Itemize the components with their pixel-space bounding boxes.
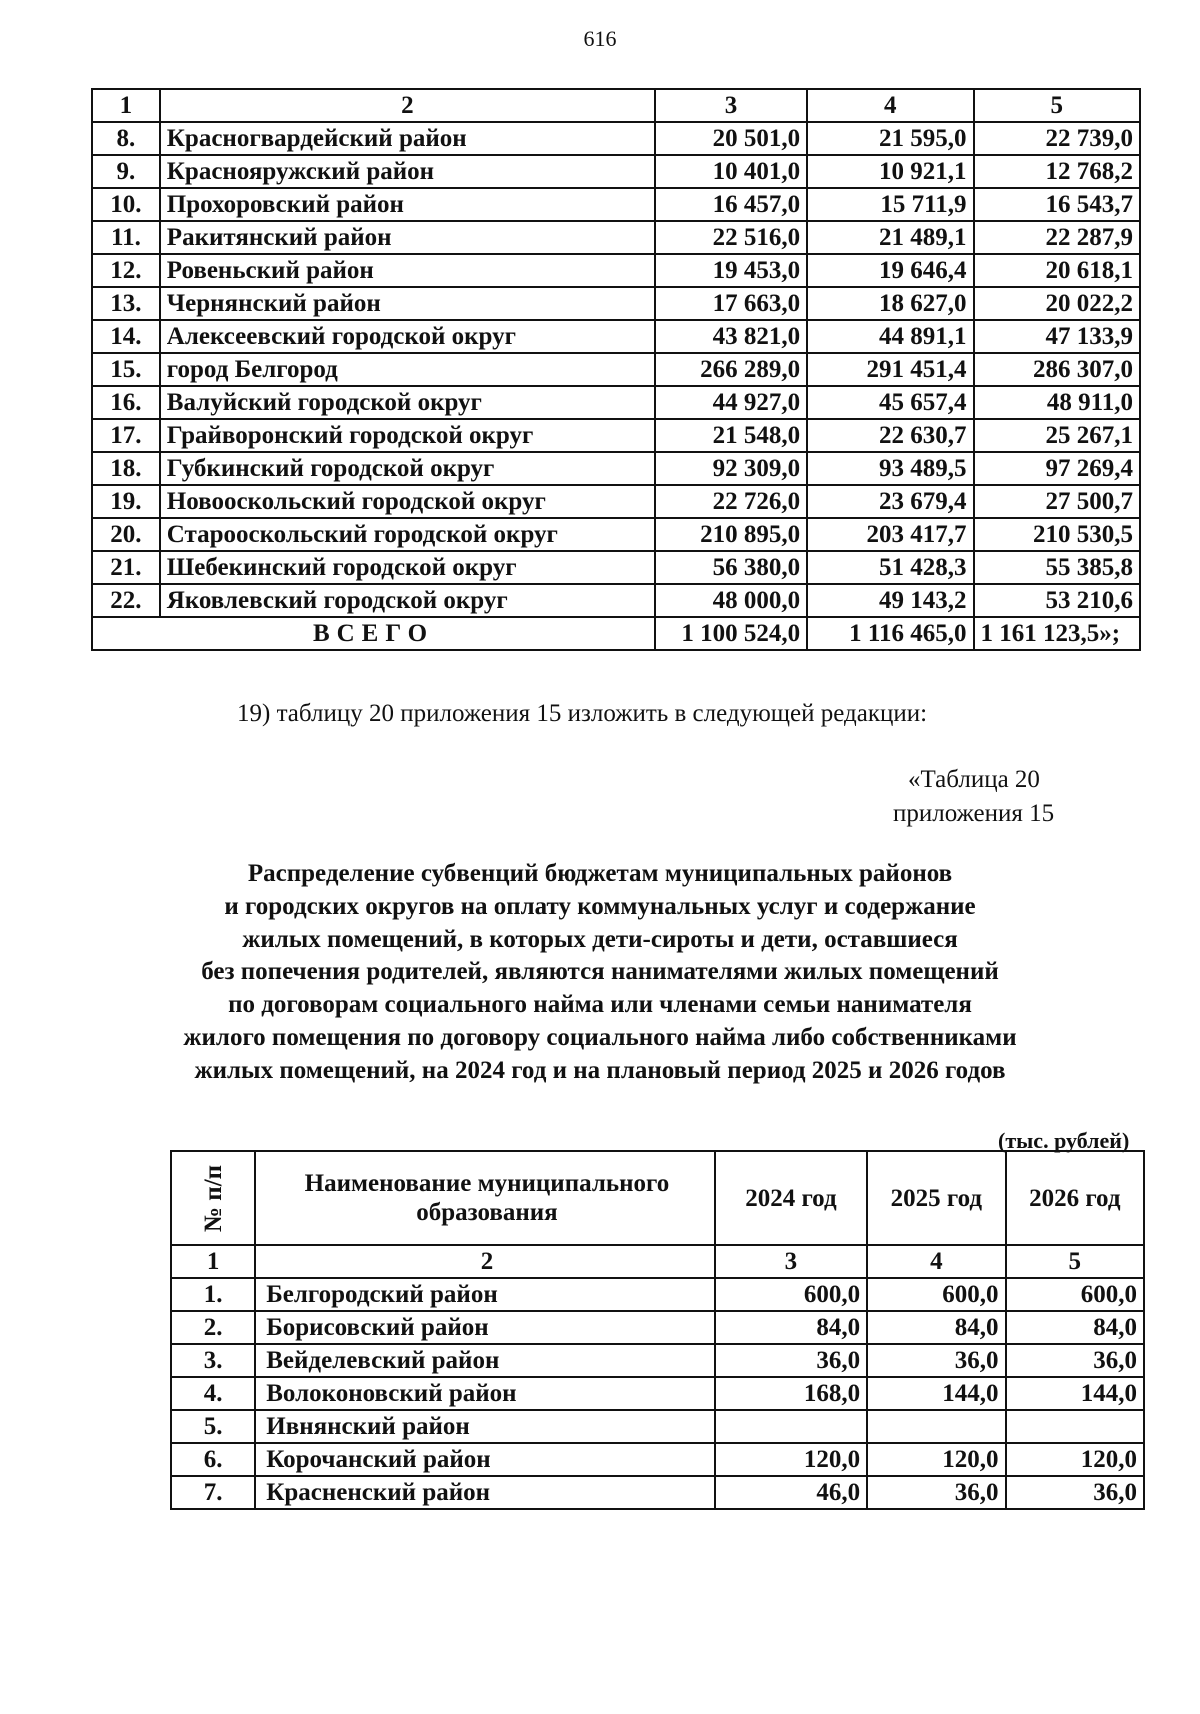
head-name: Наименование муниципального образования xyxy=(255,1151,714,1245)
row-number: 3. xyxy=(171,1344,255,1377)
table-row xyxy=(92,551,1140,584)
row-number: 2. xyxy=(171,1311,255,1344)
page-number: 616 xyxy=(583,26,617,51)
total-col-3: 1 100 524,0 xyxy=(655,617,807,650)
row-number: 18. xyxy=(92,452,160,485)
col-num-5: 5 xyxy=(1006,1245,1144,1278)
document-title xyxy=(100,858,1100,1088)
table-head-row xyxy=(171,1151,1144,1245)
total-col-4: 1 116 465,0 xyxy=(807,617,973,650)
value-col-5: 16 543,7 xyxy=(974,188,1140,221)
value-2026: 36,0 xyxy=(1006,1344,1144,1377)
value-col-5: 20 022,2 xyxy=(974,287,1140,320)
value-2024: 46,0 xyxy=(715,1476,867,1509)
value-col-4: 21 489,1 xyxy=(807,221,973,254)
municipality-name: Краснояружский район xyxy=(160,155,655,188)
row-number: 10. xyxy=(92,188,160,221)
row-number: 5. xyxy=(171,1410,255,1443)
value-2024: 36,0 xyxy=(715,1344,867,1377)
value-2026: 36,0 xyxy=(1006,1476,1144,1509)
row-number: 12. xyxy=(92,254,160,287)
value-col-5: 47 133,9 xyxy=(974,320,1140,353)
row-number: 4. xyxy=(171,1377,255,1410)
value-2026: 144,0 xyxy=(1006,1377,1144,1410)
value-col-4: 18 627,0 xyxy=(807,287,973,320)
value-col-5: 22 287,9 xyxy=(974,221,1140,254)
municipality-name: Ровеньский район xyxy=(160,254,655,287)
value-col-5: 53 210,6 xyxy=(974,584,1140,617)
col-num-5: 5 xyxy=(974,89,1140,122)
value-col-3: 43 821,0 xyxy=(655,320,807,353)
value-2024: 84,0 xyxy=(715,1311,867,1344)
value-col-3: 16 457,0 xyxy=(655,188,807,221)
value-col-5: 210 530,5 xyxy=(974,518,1140,551)
col-num-1: 1 xyxy=(171,1245,255,1278)
value-col-5: 286 307,0 xyxy=(974,353,1140,386)
table-row xyxy=(171,1377,1144,1410)
municipality-name: Губкинский городской округ xyxy=(160,452,655,485)
value-col-3: 10 401,0 xyxy=(655,155,807,188)
municipality-name: Волоконовский район xyxy=(255,1377,714,1410)
head-year-2024: 2024 год xyxy=(715,1151,867,1245)
head-year-2026: 2026 год xyxy=(1006,1151,1144,1245)
amendment-paragraph: 19) таблицу 20 приложения 15 изложить в следующей редакции: xyxy=(237,700,928,727)
table-row xyxy=(92,419,1140,452)
value-col-3: 22 726,0 xyxy=(655,485,807,518)
value-col-5: 20 618,1 xyxy=(974,254,1140,287)
value-col-3: 17 663,0 xyxy=(655,287,807,320)
value-col-4: 51 428,3 xyxy=(807,551,973,584)
municipality-name: Чернянский район xyxy=(160,287,655,320)
table-row xyxy=(171,1443,1144,1476)
value-2025: 144,0 xyxy=(867,1377,1005,1410)
row-number: 21. xyxy=(92,551,160,584)
value-2026: 600,0 xyxy=(1006,1278,1144,1311)
value-col-3: 92 309,0 xyxy=(655,452,807,485)
row-number: 20. xyxy=(92,518,160,551)
row-number: 9. xyxy=(92,155,160,188)
municipality-name: Валуйский городской округ xyxy=(160,386,655,419)
table-row xyxy=(92,320,1140,353)
col-num-3: 3 xyxy=(655,89,807,122)
value-col-5: 48 911,0 xyxy=(974,386,1140,419)
value-col-4: 15 711,9 xyxy=(807,188,973,221)
value-2025: 84,0 xyxy=(867,1311,1005,1344)
value-col-4: 45 657,4 xyxy=(807,386,973,419)
value-col-4: 291 451,4 xyxy=(807,353,973,386)
title-line: и городских округов на оплату коммунальных услуг и содержание xyxy=(224,892,976,920)
table-row xyxy=(92,386,1140,419)
table-row xyxy=(92,353,1140,386)
value-2025 xyxy=(867,1410,1005,1443)
value-col-4: 23 679,4 xyxy=(807,485,973,518)
table-caption-line1: «Таблица 20 xyxy=(908,766,1040,793)
value-2025: 120,0 xyxy=(867,1443,1005,1476)
table-row xyxy=(92,221,1140,254)
row-number: 7. xyxy=(171,1476,255,1509)
municipality-name: Алексеевский городской округ xyxy=(160,320,655,353)
table-caption-line2: приложения 15 xyxy=(893,800,1055,827)
total-row xyxy=(92,617,1140,650)
total-col-5: 1 161 123,5»; xyxy=(974,617,1140,650)
value-2024: 120,0 xyxy=(715,1443,867,1476)
value-col-3: 56 380,0 xyxy=(655,551,807,584)
table-row xyxy=(171,1410,1144,1443)
table-row xyxy=(171,1278,1144,1311)
table-row xyxy=(92,122,1140,155)
title-line: жилых помещений, на 2024 год и на плановый период 2025 и 2026 годов xyxy=(194,1056,1006,1084)
municipality-name: Вейделевский район xyxy=(255,1344,714,1377)
value-col-4: 10 921,1 xyxy=(807,155,973,188)
value-2024 xyxy=(715,1410,867,1443)
value-col-4: 19 646,4 xyxy=(807,254,973,287)
table-row xyxy=(92,452,1140,485)
municipality-name: город Белгород xyxy=(160,353,655,386)
municipality-name: Белгородский район xyxy=(255,1278,714,1311)
municipality-name: Борисовский район xyxy=(255,1311,714,1344)
value-col-3: 19 453,0 xyxy=(655,254,807,287)
table-row xyxy=(171,1311,1144,1344)
table-row xyxy=(171,1344,1144,1377)
row-number: 14. xyxy=(92,320,160,353)
table-row xyxy=(92,485,1140,518)
municipality-name: Яковлевский городской округ xyxy=(160,584,655,617)
table-row xyxy=(92,254,1140,287)
value-col-4: 93 489,5 xyxy=(807,452,973,485)
subvention-table xyxy=(170,1150,1145,1510)
row-number: 17. xyxy=(92,419,160,452)
col-num-2: 2 xyxy=(255,1245,714,1278)
value-col-3: 266 289,0 xyxy=(655,353,807,386)
value-2025: 36,0 xyxy=(867,1344,1005,1377)
municipality-name: Грайворонский городской округ xyxy=(160,419,655,452)
municipality-name: Красненский район xyxy=(255,1476,714,1509)
value-col-4: 22 630,7 xyxy=(807,419,973,452)
value-col-3: 44 927,0 xyxy=(655,386,807,419)
value-col-3: 20 501,0 xyxy=(655,122,807,155)
municipality-name: Старооскольский городской округ xyxy=(160,518,655,551)
value-col-5: 27 500,7 xyxy=(974,485,1140,518)
col-num-4: 4 xyxy=(867,1245,1005,1278)
municipality-name: Новооскольский городской округ xyxy=(160,485,655,518)
table-row xyxy=(92,287,1140,320)
title-line: жилого помещения по договору социального найма либо собственниками xyxy=(183,1023,1017,1051)
table-row xyxy=(92,188,1140,221)
col-num-4: 4 xyxy=(807,89,973,122)
value-col-5: 55 385,8 xyxy=(974,551,1140,584)
budget-table-continued xyxy=(91,88,1141,651)
value-col-3: 210 895,0 xyxy=(655,518,807,551)
value-col-4: 49 143,2 xyxy=(807,584,973,617)
value-col-4: 203 417,7 xyxy=(807,518,973,551)
value-col-3: 21 548,0 xyxy=(655,419,807,452)
value-2025: 600,0 xyxy=(867,1278,1005,1311)
value-2026 xyxy=(1006,1410,1144,1443)
row-number: 8. xyxy=(92,122,160,155)
title-line: жилых помещений, в которых дети-сироты и дети, оставшиеся xyxy=(242,925,958,953)
value-col-3: 48 000,0 xyxy=(655,584,807,617)
value-col-5: 22 739,0 xyxy=(974,122,1140,155)
col-num-3: 3 xyxy=(715,1245,867,1278)
value-2026: 120,0 xyxy=(1006,1443,1144,1476)
total-label: ВСЕГО xyxy=(92,617,655,650)
table-row xyxy=(92,584,1140,617)
row-number: 16. xyxy=(92,386,160,419)
value-2026: 84,0 xyxy=(1006,1311,1144,1344)
table-row xyxy=(171,1476,1144,1509)
head-year-2025: 2025 год xyxy=(867,1151,1005,1245)
unit-label: (тыс. рублей) xyxy=(998,1128,1130,1153)
row-number: 15. xyxy=(92,353,160,386)
col-num-2: 2 xyxy=(160,89,655,122)
value-col-3: 22 516,0 xyxy=(655,221,807,254)
municipality-name: Прохоровский район xyxy=(160,188,655,221)
row-number: 13. xyxy=(92,287,160,320)
value-2024: 168,0 xyxy=(715,1377,867,1410)
row-number: 19. xyxy=(92,485,160,518)
value-col-5: 12 768,2 xyxy=(974,155,1140,188)
title-line: по договорам социального найма или членами семьи нанимателя xyxy=(228,991,972,1019)
table-row xyxy=(92,518,1140,551)
municipality-name: Ивнянский район xyxy=(255,1410,714,1443)
value-col-4: 21 595,0 xyxy=(807,122,973,155)
column-number-row xyxy=(171,1245,1144,1278)
col-num-1: 1 xyxy=(92,89,160,122)
column-number-row xyxy=(92,89,1140,122)
municipality-name: Шебекинский городской округ xyxy=(160,551,655,584)
title-line: Распределение субвенций бюджетам муниципальных районов xyxy=(247,860,953,887)
row-number: 11. xyxy=(92,221,160,254)
title-line: без попечения родителей, являются нанимателями жилых помещений xyxy=(201,958,999,986)
head-num xyxy=(171,1151,255,1245)
municipality-name: Ракитянский район xyxy=(160,221,655,254)
value-2025: 36,0 xyxy=(867,1476,1005,1509)
municipality-name: Корочанский район xyxy=(255,1443,714,1476)
row-number: 22. xyxy=(92,584,160,617)
value-2024: 600,0 xyxy=(715,1278,867,1311)
value-col-4: 44 891,1 xyxy=(807,320,973,353)
municipality-name: Красногвардейский район xyxy=(160,122,655,155)
row-number: 6. xyxy=(171,1443,255,1476)
value-col-5: 97 269,4 xyxy=(974,452,1140,485)
row-number: 1. xyxy=(171,1278,255,1311)
value-col-5: 25 267,1 xyxy=(974,419,1140,452)
table-row xyxy=(92,155,1140,188)
head-num-label: № п/п xyxy=(199,1164,227,1232)
